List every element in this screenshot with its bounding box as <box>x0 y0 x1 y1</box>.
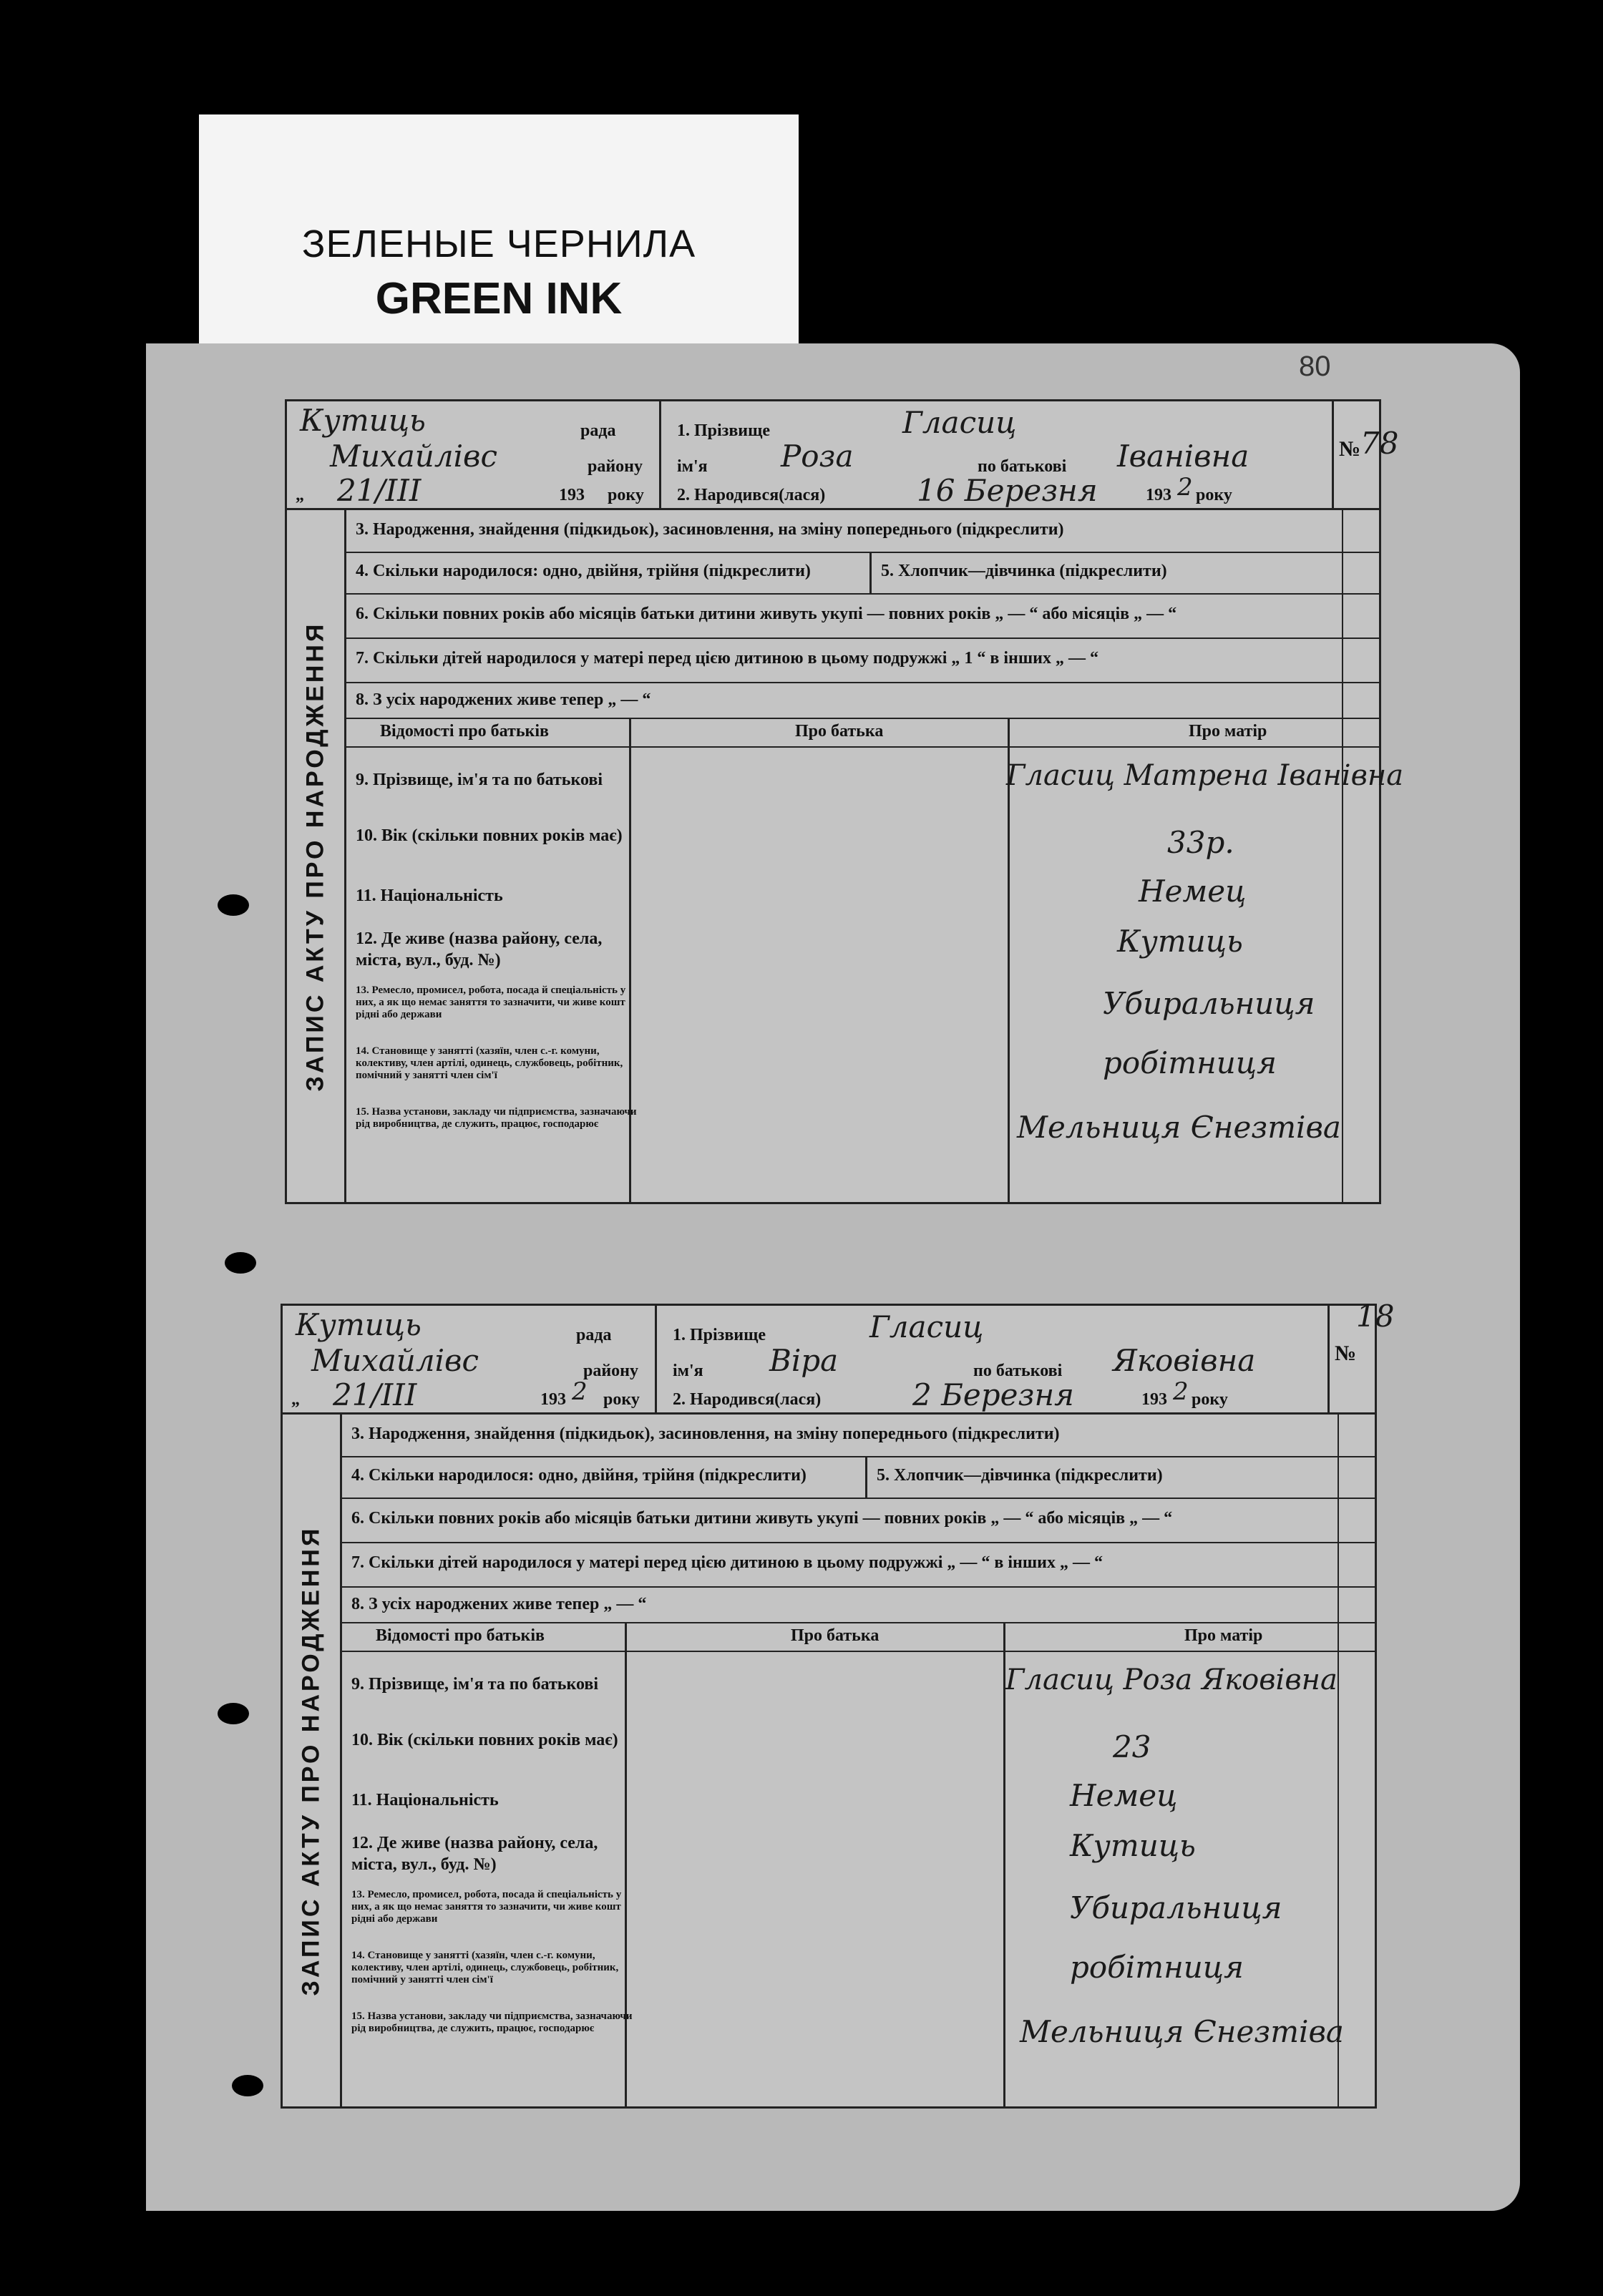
mother-workplace: Мельниця Єнезтіва <box>1020 2014 1344 2049</box>
year-born-prefix: 193 <box>1141 1390 1167 1409</box>
mother-nationality: Немец <box>1139 874 1247 909</box>
hw-patronymic: Іванівна <box>1117 439 1249 474</box>
record-body <box>285 510 1404 1204</box>
hw-name: Віра <box>769 1343 839 1378</box>
hw-patronymic: Яковівна <box>1113 1343 1256 1378</box>
row-5: 5. Хлопчик—дівчинка (підкреслити) <box>877 1466 1163 1485</box>
hw-record-number: 18 <box>1356 1299 1395 1334</box>
field-9: 9. Прізвище, ім'я та по батькові <box>351 1675 599 1694</box>
rayon-label: району <box>588 457 643 476</box>
rayon-label: району <box>583 1362 639 1380</box>
col-father: Про батька <box>795 722 884 741</box>
mother-nationality: Немец <box>1070 1778 1178 1813</box>
quote-mark: „ <box>291 1390 300 1409</box>
year-prefix: 193 <box>559 486 585 504</box>
row-6: 6. Скільки повних років або місяців батьки дитини живуть укупі — повних років „ — “ або місяців „ — “ <box>356 605 1177 623</box>
hw-year-reg: 2 <box>572 1377 588 1406</box>
registry-office <box>283 1306 657 1412</box>
mother-name: Гласиц Матрена Іванівна <box>1006 759 1404 792</box>
mother-workplace: Мельниця Єнезтіва <box>1017 1110 1341 1145</box>
side-column <box>287 510 346 1202</box>
binding-hole <box>218 1703 249 1724</box>
mother-occupation: Убиральниця <box>1070 1890 1282 1925</box>
roku-label: року <box>608 486 644 504</box>
row-8: 8. З усіх народжених живе тепер „ — “ <box>356 690 651 709</box>
name-label: ім'я <box>673 1362 703 1380</box>
divider <box>869 552 872 593</box>
page-number: 80 <box>1299 351 1331 382</box>
birth-record-1 <box>285 399 1404 1204</box>
year-prefix: 193 <box>540 1390 566 1409</box>
hw-date: 21/III <box>333 1377 417 1412</box>
hw-council: Кутиць <box>300 403 426 438</box>
record-header <box>285 399 1399 510</box>
roku-label: року <box>1192 1390 1228 1409</box>
record-number-box <box>1327 1299 1395 1412</box>
patronymic-label: по батькові <box>978 457 1067 476</box>
hw-born: 2 Березня <box>912 1377 1074 1412</box>
hw-council: Кутиць <box>296 1307 422 1342</box>
roku-label: року <box>1196 486 1232 504</box>
row-7: 7. Скільки дітей народилося у матері перед цією дитиною в цьому подружжі „ 1 “ в інших „ — “ <box>356 649 1098 668</box>
child-info <box>659 401 1334 508</box>
mother-name: Гласиц Роза Яковівна <box>1005 1664 1338 1696</box>
hw-year: 2 <box>1173 1377 1189 1406</box>
divider <box>865 1456 867 1498</box>
mother-age: 33р. <box>1167 825 1234 860</box>
number-label: № <box>1339 437 1361 461</box>
hw-district: Михайлівс <box>330 439 497 474</box>
mother-residence: Кутиць <box>1117 924 1243 959</box>
mother-occupation: Убиральниця <box>1103 986 1315 1021</box>
hw-surname: Гласиц <box>869 1309 984 1344</box>
side-column <box>283 1415 342 2106</box>
col-info: Відомості про батьків <box>376 1626 545 1645</box>
field-12: 12. Де живе (назва району, села, міста, вул., буд. №) <box>356 929 603 969</box>
green-ink-note <box>199 114 799 351</box>
binding-hole <box>225 1252 256 1274</box>
binding-hole <box>232 2075 263 2096</box>
rada-label: рада <box>576 1326 612 1344</box>
hw-name: Роза <box>781 439 854 474</box>
field-14: 14. Становище у занятті (хазяїн, член с.-г. комуни, колективу, член артілі, одинець, службовець, робітник, помічний у занятті член сім'ї <box>351 1950 619 1985</box>
parents-table-header <box>344 718 1379 748</box>
side-label: ЗАПИС АКТУ ПРО НАРОДЖЕННЯ <box>301 621 329 1091</box>
row-3: 3. Народження, знайдення (підкидьок), засиновлення, на зміну попереднього (підкреслити) <box>351 1425 1060 1443</box>
roku-label: року <box>603 1390 640 1409</box>
row-8: 8. З усіх народжених живе тепер „ — “ <box>351 1595 647 1613</box>
col-mother: Про матір <box>1189 722 1267 741</box>
col-info: Відомості про батьків <box>380 722 549 741</box>
row-6: 6. Скільки повних років або місяців батьки дитини живуть укупі — повних років „ — “ або місяців „ — “ <box>351 1509 1173 1528</box>
hw-surname: Гласиц <box>902 405 1017 440</box>
row-3: 3. Народження, знайдення (підкидьок), засиновлення, на зміну попереднього (підкреслити) <box>356 520 1064 539</box>
record-number-box <box>1332 401 1399 508</box>
hw-district: Михайлівс <box>311 1343 479 1378</box>
field-15: 15. Назва установи, закладу чи підприємства, зазначаючи рід виробництва, де служить, працює, господарює <box>356 1106 637 1130</box>
hw-year: 2 <box>1177 473 1193 502</box>
field-13: 13. Ремесло, промисел, робота, посада й спеціальність у них, а як що немає заняття то зазначити, чи живе кошт рідні або держави <box>356 985 626 1020</box>
rada-label: рада <box>580 421 616 440</box>
record-header <box>281 1299 1395 1415</box>
child-info <box>655 1306 1330 1412</box>
field-10: 10. Вік (скільки повних років має) <box>351 1731 618 1749</box>
field-13: 13. Ремесло, промисел, робота, посада й спеціальність у них, а як що немає заняття то зазначити, чи живе кошт рідні або держави <box>351 1889 622 1925</box>
year-born-prefix: 193 <box>1146 486 1171 504</box>
col-father: Про батька <box>791 1626 880 1645</box>
field-14: 14. Становище у занятті (хазяїн, член с.-г. комуни, колективу, член артілі, одинець, службовець, робітник, помічний у занятті член сім'ї <box>356 1045 623 1081</box>
mother-status: робітниця <box>1103 1045 1277 1080</box>
quote-mark: „ <box>296 486 304 504</box>
born-label: 2. Народився(лася) <box>677 486 826 504</box>
hw-born: 16 Березня <box>917 473 1098 508</box>
registry-office <box>287 401 661 508</box>
hw-date: 21/III <box>337 473 422 508</box>
side-label: ЗАПИС АКТУ ПРО НАРОДЖЕННЯ <box>297 1525 325 1995</box>
hw-record-number: 78 <box>1360 426 1399 461</box>
name-label: ім'я <box>677 457 708 476</box>
note-russian: ЗЕЛЕНЫЕ ЧЕРНИЛА <box>301 223 696 265</box>
surname-label: 1. Прізвище <box>677 421 771 440</box>
field-10: 10. Вік (скільки повних років має) <box>356 826 623 845</box>
surname-label: 1. Прізвище <box>673 1326 766 1344</box>
field-11: 11. Національність <box>356 886 503 905</box>
col-mother: Про матір <box>1184 1626 1263 1645</box>
binding-hole <box>218 894 249 916</box>
number-label: № <box>1335 1342 1357 1365</box>
mother-status: робітниця <box>1070 1950 1244 1985</box>
row-4: 4. Скільки народилося: одно, двійня, трійня (підкреслити) <box>351 1466 807 1485</box>
mother-age: 23 <box>1113 1729 1151 1764</box>
patronymic-label: по батькові <box>973 1362 1063 1380</box>
row-5: 5. Хлопчик—дівчинка (підкреслити) <box>881 562 1167 580</box>
field-12: 12. Де живе (назва району, села, міста, вул., буд. №) <box>351 1834 598 1874</box>
birth-record-2 <box>281 1299 1395 2109</box>
parents-table-header <box>340 1622 1375 1652</box>
field-9: 9. Прізвище, ім'я та по батькові <box>356 771 603 789</box>
mother-residence: Кутиць <box>1070 1828 1196 1863</box>
record-body <box>281 1415 1377 2109</box>
field-11: 11. Національність <box>351 1791 499 1809</box>
row-7: 7. Скільки дітей народилося у матері перед цією дитиною в цьому подружжі „ — “ в інших „ — “ <box>351 1553 1103 1572</box>
row-4: 4. Скільки народилося: одно, двійня, трійня (підкреслити) <box>356 562 811 580</box>
note-english: GREEN INK <box>375 274 623 323</box>
born-label: 2. Народився(лася) <box>673 1390 822 1409</box>
field-15: 15. Назва установи, закладу чи підприємства, зазначаючи рід виробництва, де служить, працює, господарює <box>351 2011 633 2034</box>
